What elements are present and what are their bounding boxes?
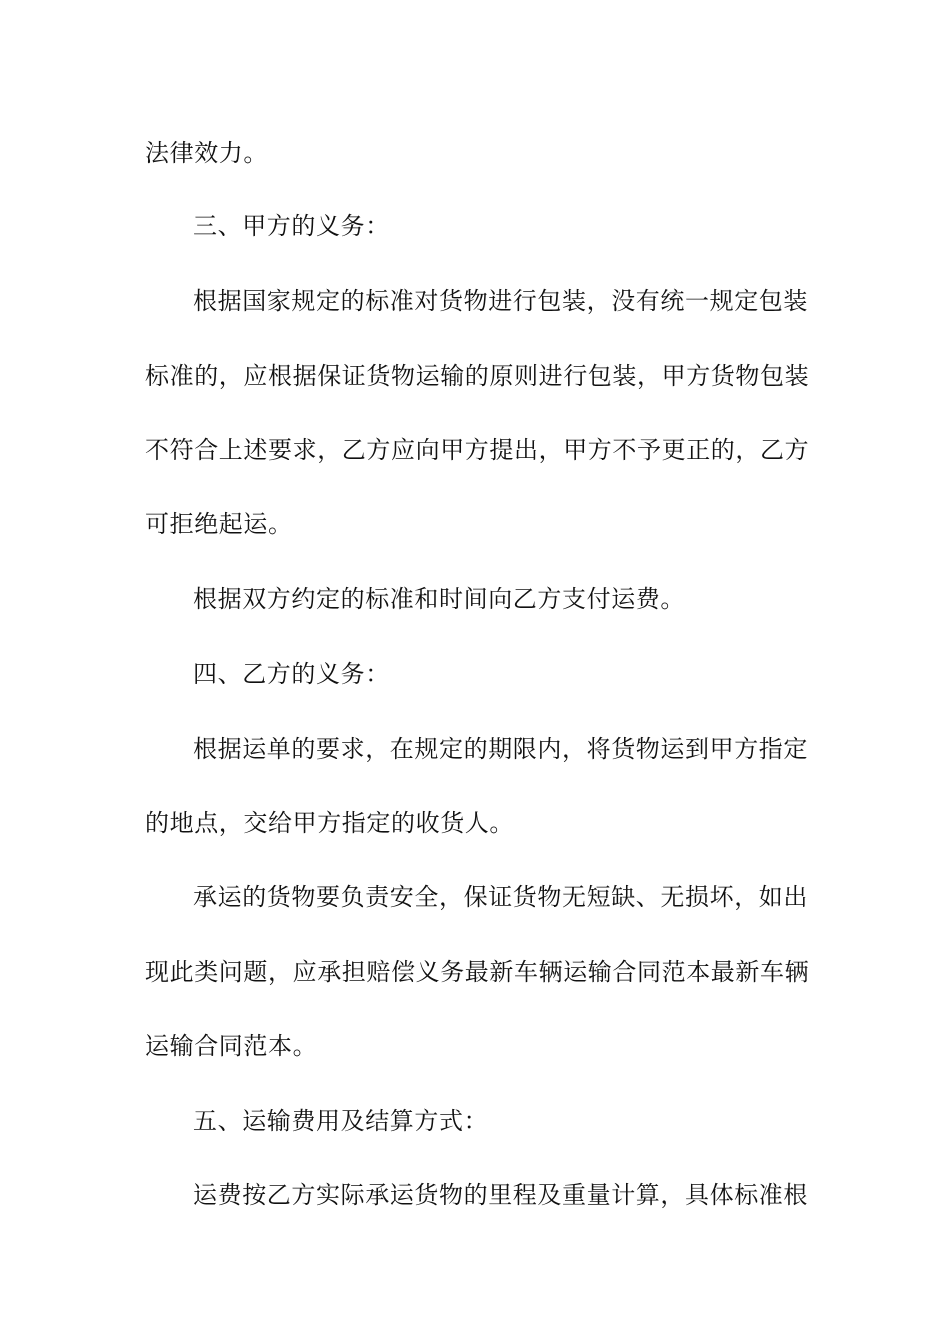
text-line: 承运的货物要负责安全，保证货物无短缺、无损坏，如出 bbox=[193, 883, 808, 911]
text-line: 根据国家规定的标准对货物进行包装，没有统一规定包装 bbox=[193, 287, 808, 315]
text-line: 标准的，应根据保证货物运输的原则进行包装，甲方货物包装 bbox=[145, 362, 810, 390]
text-line: 不符合上述要求，乙方应向甲方提出，甲方不予更正的，乙方 bbox=[145, 436, 810, 464]
text-line: 根据双方约定的标准和时间向乙方支付运费。 bbox=[193, 585, 685, 613]
section-heading-transport-fees: 五、运输费用及结算方式： bbox=[193, 1107, 489, 1135]
section-heading-party-b-obligations: 四、乙方的义务： bbox=[193, 660, 390, 688]
text-line: 可拒绝起运。 bbox=[145, 510, 293, 538]
section-heading-party-a-obligations: 三、甲方的义务： bbox=[193, 212, 390, 240]
text-line: 根据运单的要求，在规定的期限内，将货物运到甲方指定 bbox=[193, 735, 808, 763]
text-line: 运输合同范本。 bbox=[145, 1032, 318, 1060]
text-line: 现此类问题，应承担赔偿义务最新车辆运输合同范本最新车辆 bbox=[145, 958, 810, 986]
text-line: 运费按乙方实际承运货物的里程及重量计算，具体标准根 bbox=[193, 1181, 808, 1209]
text-line: 法律效力。 bbox=[145, 139, 268, 167]
text-line: 的地点，交给甲方指定的收货人。 bbox=[145, 809, 514, 837]
